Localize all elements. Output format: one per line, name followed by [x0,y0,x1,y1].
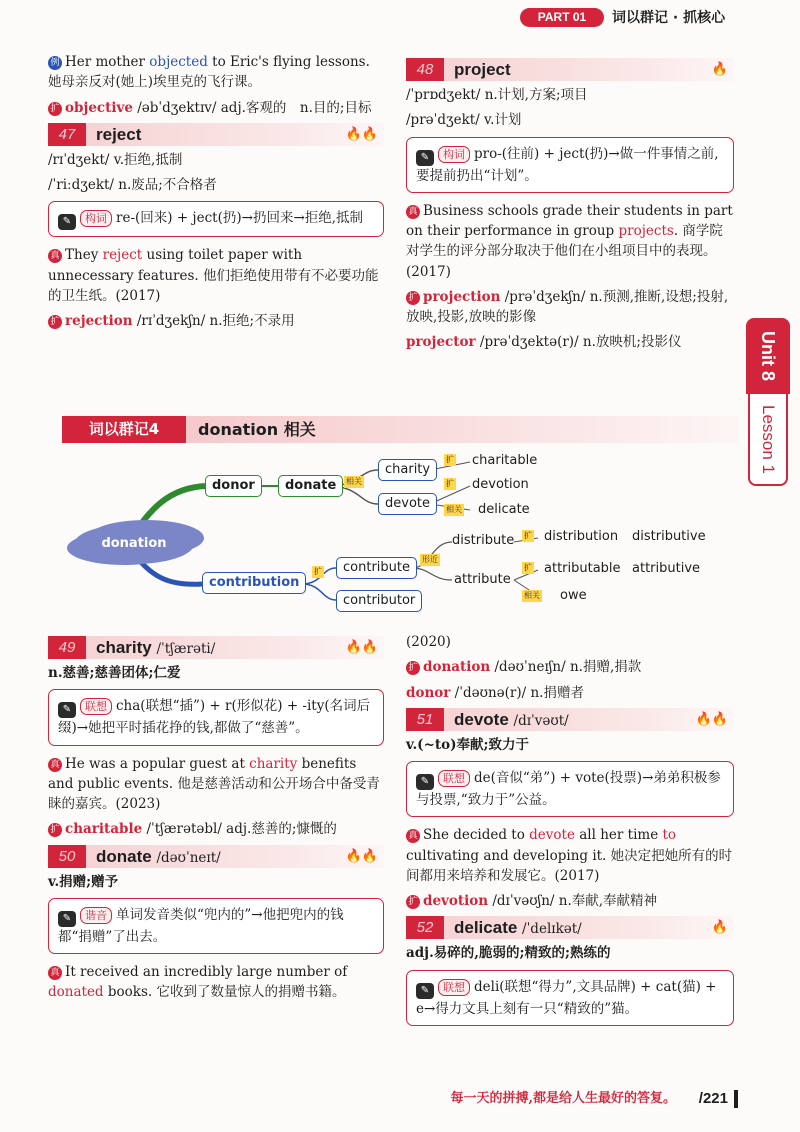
entry-number: 48 [406,58,444,81]
real-exam-icon: 真 [48,758,62,772]
tip-tag: 构词 [80,210,112,227]
node-contributor: contributor [336,590,422,612]
memory-tip-box: ✎ 构词 re-(回来) + ject(扔)→扔回来→拒绝,抵制 [48,201,384,237]
tag-ext: 扩 [446,455,454,464]
tip-icon: ✎ [58,214,76,230]
tag-ext: 扩 [524,531,532,540]
extension-icon: 扩 [48,102,62,116]
headword: reject [96,124,142,144]
tag-ext: 扩 [524,563,532,572]
node-donate: donate [278,475,343,497]
unit-label: Unit 8 [746,318,790,394]
tag-ext: 扩 [314,567,322,576]
real-exam-example: 真 He was a popular guest at charity benefits and public events. 他是慈善活动和公开场合中备受青睐的嘉宾。(2023) [48,755,380,812]
extension-icon: 扩 [48,315,62,329]
extension: 扩 charitable /ˈtʃærətəbl/ adj.慈善的;慷慨的 [48,819,384,839]
entry-number: 49 [48,636,86,659]
object-example: 例 Her mother objected to Eric's flying lessons. 她母亲反对(她上)埃里克的飞行课。 [48,54,370,91]
entry-header-donate [48,845,384,868]
extension: 扩 rejection /rɪˈdʒekʃn/ n.拒绝;不录用 [48,311,384,331]
unit-side-tab[interactable] [746,318,790,486]
extension: projector /prəˈdʒektə(r)/ n.放映机;投影仪 [406,334,682,351]
frequency-flame-icon: 🔥 [711,920,728,936]
real-exam-example: 真 It received an incredibly large number of donated books. 它收到了数量惊人的捐赠书籍。 [48,964,348,1001]
tip-tag: 构词 [438,146,470,163]
node-contribution: contribution [202,572,306,594]
real-exam-example: 真 She decided to devote all her time to cultivating and developing it. 她决定把她所有的时间都用来培养和发展它。(2017) [406,827,733,884]
frequency-flame-icon: 🔥🔥 [345,640,378,655]
entry-header-charity [48,636,384,659]
extension: 扩 projection /prəˈdʒekʃn/ n.预测,推断,设想;投射,放映,投影,放映的影像 [406,288,729,325]
leaf-attributive: attributive [632,561,701,576]
example-year: (2020) [406,634,451,650]
frequency-flame-icon: 🔥🔥 [345,126,378,142]
mind-map [60,448,740,628]
entry-header-delicate [406,916,734,939]
tip-icon: ✎ [416,150,434,166]
right-column-top [406,52,734,358]
tip-icon: ✎ [416,983,434,999]
definition: v.(~to)奉献;致力于 [406,736,529,753]
extension-icon: 扩 [406,291,420,305]
tip-tag: 联想 [438,770,470,787]
headword: devote /dɪˈvəʊt/ [454,709,569,729]
definition: n.慈善;慈善团体;仁爱 [48,665,181,681]
entry-header-reject [48,123,384,146]
tag-related: 相关 [446,505,462,514]
leaf-charitable: charitable [472,453,538,468]
frequency-flame-icon: 🔥🔥 [345,848,378,864]
headword: donate /dəʊˈneɪt/ [96,846,221,866]
extension: donor /ˈdəʊnə(r)/ n.捐赠者 [406,684,584,701]
right-column-bottom [406,632,734,1034]
page-number-bar [734,1090,738,1108]
entry-header-devote [406,708,734,731]
frequency-flame-icon: 🔥🔥 [695,711,728,727]
group-title: donation 相关 [198,420,316,439]
tip-icon: ✎ [58,702,76,718]
extension: 扩 donation /dəʊˈneɪʃn/ n.捐赠,捐款 [406,657,734,677]
definition: v.捐赠;赠予 [48,873,119,890]
real-exam-icon: 真 [406,205,420,219]
page-footer [420,1088,740,1110]
real-exam-example: 真 They reject using toilet paper with unnecessary features. 他们拒绝使用带有不必要功能的卫生纸。(2017) [48,247,379,304]
entry-number: 47 [48,123,86,146]
extension-icon: 扩 [406,895,420,909]
tip-icon: ✎ [416,774,434,790]
definition: /ˈprɒdʒekt/ n.计划,方案;项目 [406,87,588,103]
lesson-label: Lesson 1 [748,394,788,486]
tip-tag: 联想 [438,979,470,996]
node-donor: donor [205,475,262,497]
entry-number: 51 [406,708,444,731]
memory-tip-box: ✎ 联想 cha(联想“插”) + r(形似花) + -ity(名词后缀)→她把平时插花挣的钱,都做了“慈善”。 [48,689,384,745]
leaf-distribution: distribution [544,529,619,544]
header-title: 词以群记 · 抓核心 [612,10,726,26]
real-exam-icon: 真 [48,966,62,980]
extension: 扩 devotion /dɪˈvəʊʃn/ n.奉献,奉献精神 [406,891,734,911]
left-column-top [48,52,384,336]
node-charity: charity [378,459,437,481]
leaf-delicate: delicate [478,502,530,517]
tag-similar: 形近 [422,555,438,564]
group-badge: 词以群记4 [62,416,186,443]
node-contribute: contribute [336,557,417,579]
definition: /prəˈdʒekt/ v.计划 [406,112,522,129]
tip-tag: 谐音 [80,907,112,924]
memory-tip-box: ✎ 构词 pro-(往前) + ject(扔)→做一件事情之前,要提前扔出“计划”。 [406,137,734,193]
tag-related: 相关 [524,591,540,600]
memory-tip-box: ✎ 谐音 单词发音类似“兜内的”→他把兜内的钱都“捐赠”了出去。 [48,898,384,954]
tip-tag: 联想 [80,698,112,715]
memory-tip-box: ✎ 联想 deli(联想“得力”,文具品牌) + cat(猫) + e→得力文具上刻有一只“精致的”猫。 [406,970,734,1026]
leaf-attribute: attribute [454,572,511,587]
real-exam-example: 真 Business schools grade their students in part on their performance in group projects. 商学院对学生的评分部分取决于他们在小组项目中的表现。(2017) [406,202,733,280]
definition: /rɪˈdʒekt/ v.拒绝,抵制 [48,151,183,168]
part-badge: PART 01 [520,8,604,27]
real-exam-icon: 真 [48,249,62,263]
tag-related: 相关 [346,477,362,486]
word-group-banner [62,416,738,443]
leaf-owe: owe [560,588,587,603]
page-number: /221 [698,1090,728,1107]
memory-tip-box: ✎ 联想 de(音似“弟”) + vote(投票)→弟弟积极参与投票,“致力于”公益。 [406,761,734,817]
left-column-bottom [48,632,384,1008]
example-icon: 例 [48,56,62,70]
entry-number: 52 [406,916,444,939]
objective-extension: 扩 objective /əbˈdʒektɪv/ adj.客观的 n.目的;目标 [48,98,384,118]
extension-icon: 扩 [48,823,62,837]
definition: /ˈriːdʒekt/ n.废品;不合格者 [48,177,217,193]
real-exam-icon: 真 [406,829,420,843]
leaf-distributive: distributive [632,529,706,544]
frequency-flame-icon: 🔥 [711,62,728,77]
tag-ext: 扩 [446,479,454,488]
node-devote: devote [378,493,437,515]
leaf-devotion: devotion [472,477,529,492]
definition: adj.易碎的,脆弱的;精致的;熟练的 [406,945,611,962]
extension-icon: 扩 [406,661,420,675]
headword: delicate /ˈdelɪkət/ [454,918,582,938]
leaf-distribute: distribute [452,533,515,548]
footer-motto: 每一天的拼搏,都是给人生最好的答复。 [450,1091,676,1106]
entry-header-project [406,58,734,81]
leaf-attributable: attributable [544,561,621,576]
root-node: donation [74,524,194,564]
tip-icon: ✎ [58,911,76,927]
entry-number: 50 [48,845,86,868]
headword: project [454,60,511,79]
headword: charity /ˈtʃærəti/ [96,638,216,657]
